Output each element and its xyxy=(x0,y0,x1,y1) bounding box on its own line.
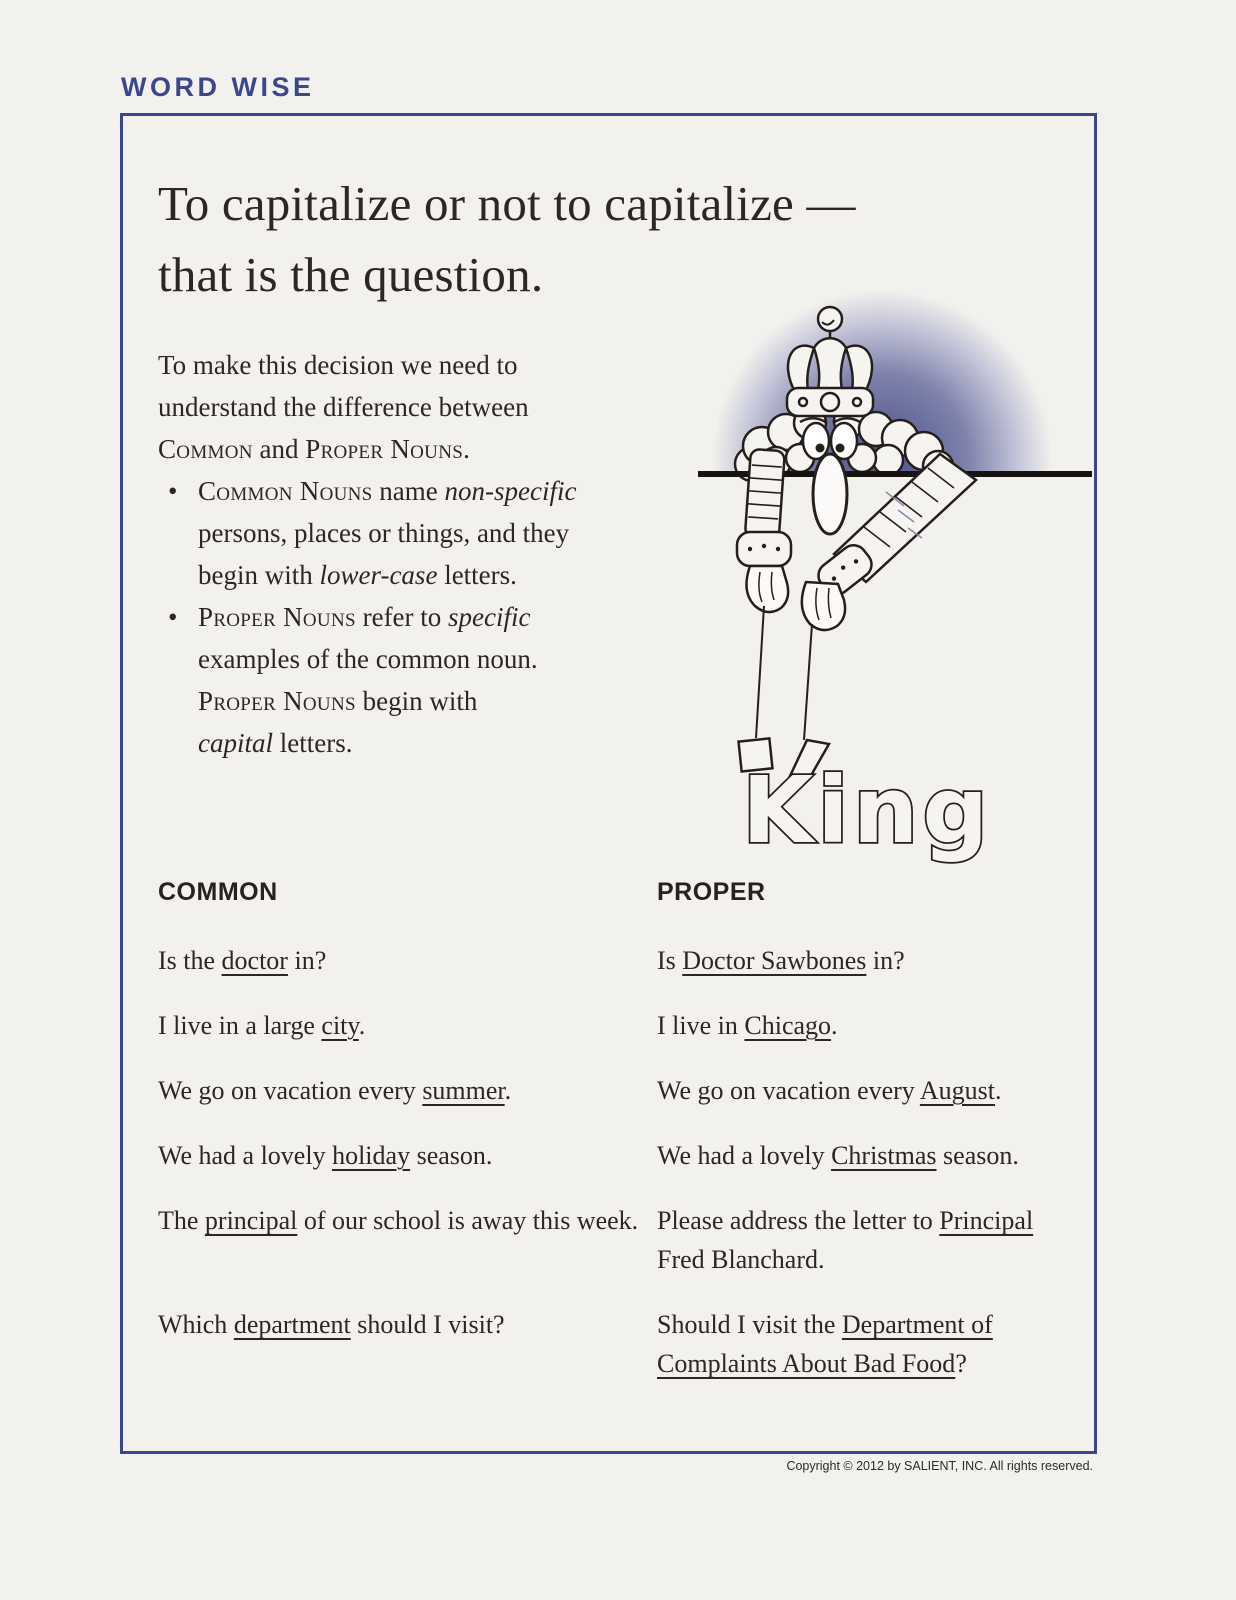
bullet-proper-nouns xyxy=(158,596,678,764)
string-left xyxy=(756,606,764,738)
king-illustration xyxy=(690,282,1105,872)
proper-column-header: PROPER xyxy=(657,878,766,907)
common-column-header: COMMON xyxy=(158,878,278,907)
proper-example-1: Is Doctor Sawbones in? xyxy=(657,946,905,976)
proper-example-6: Should I visit the Department of Complaints About Bad Food? xyxy=(657,1310,993,1379)
proper-example-3: We go on vacation every August. xyxy=(657,1076,1002,1106)
common-example-3: We go on vacation every summer. xyxy=(158,1076,512,1106)
copyright-text: Copyright © 2012 by SALIENT, INC. All rights reserved. xyxy=(786,1459,1093,1473)
proper-example-2: I live in Chicago. xyxy=(657,1011,838,1041)
king-nose xyxy=(813,454,847,534)
common-example-1: Is the doctor in? xyxy=(158,946,327,976)
intro-section xyxy=(158,344,678,764)
intro-paragraph: To make this decision we need to understand the difference between Common and Proper Nouns. xyxy=(158,350,529,465)
bullet-proper-nouns-text: Proper Nouns refer to specific examples of the common noun. Proper Nouns begin with capital letters. xyxy=(198,602,538,759)
proper-example-5: Please address the letter to Principal Fred Blanchard. xyxy=(657,1206,1034,1275)
common-example-2: I live in a large city. xyxy=(158,1011,366,1041)
common-example-4: We had a lovely holiday season. xyxy=(158,1141,493,1171)
title-line-1: To capitalize or not to capitalize — xyxy=(158,176,856,231)
content-frame xyxy=(120,113,1097,1454)
page-kicker: WORD WISE xyxy=(121,72,315,102)
title-line-2: that is the question. xyxy=(158,247,544,303)
bullet-icon: • xyxy=(168,476,178,507)
bullet-common-nouns-text: Common Nouns name non-specific persons, places or things, and they begin with lower-case letters. xyxy=(198,476,577,591)
proper-example-4: We had a lovely Christmas season. xyxy=(657,1141,1019,1171)
common-example-5: The principal of our school is away this week. xyxy=(158,1206,639,1236)
common-example-6: Which department should I visit? xyxy=(158,1310,505,1340)
king-word: King xyxy=(742,757,993,864)
examples-table xyxy=(158,878,1059,1383)
bullet-common-nouns xyxy=(158,470,678,596)
bullet-icon: • xyxy=(168,602,178,633)
string-right xyxy=(804,624,812,740)
king-cartoon-svg xyxy=(690,282,1105,872)
